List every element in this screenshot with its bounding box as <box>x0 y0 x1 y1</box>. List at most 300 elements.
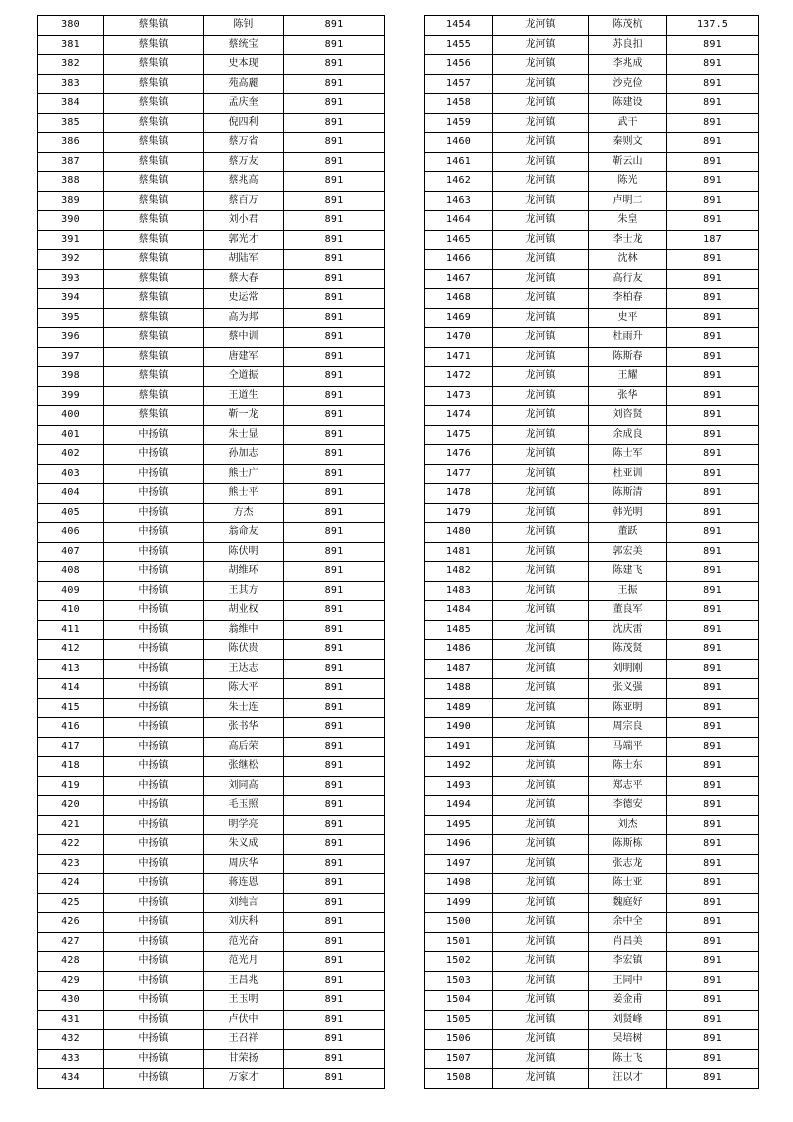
person-name-cell: 张继松 <box>204 757 284 777</box>
town-cell: 蔡集镇 <box>104 250 204 270</box>
table-row <box>38 347 385 367</box>
person-name-cell: 毛玉照 <box>204 796 284 816</box>
town-cell: 龙河镇 <box>493 328 589 348</box>
town-cell: 蔡集镇 <box>104 55 204 75</box>
town-cell: 中扬镇 <box>104 1010 204 1030</box>
amount-cell: 891 <box>284 484 385 504</box>
row-number-cell: 398 <box>38 367 104 387</box>
person-name-cell: 姜金甫 <box>589 991 667 1011</box>
town-cell: 蔡集镇 <box>104 113 204 133</box>
person-name-cell: 范光月 <box>204 952 284 972</box>
town-cell: 龙河镇 <box>493 581 589 601</box>
row-number-cell: 426 <box>38 913 104 933</box>
person-name-cell: 苏良扣 <box>589 35 667 55</box>
row-number-cell: 433 <box>38 1049 104 1069</box>
row-number-cell: 408 <box>38 562 104 582</box>
row-number-cell: 1490 <box>425 718 493 738</box>
table-row <box>38 55 385 75</box>
person-name-cell: 朱士连 <box>204 698 284 718</box>
row-number-cell: 1508 <box>425 1069 493 1089</box>
amount-cell: 891 <box>284 74 385 94</box>
table-row <box>425 133 759 153</box>
amount-cell: 891 <box>667 952 759 972</box>
table-row <box>38 1010 385 1030</box>
person-name-cell: 陈斯清 <box>589 484 667 504</box>
table-row <box>38 698 385 718</box>
person-name-cell: 史平 <box>589 308 667 328</box>
person-name-cell: 李柏春 <box>589 289 667 309</box>
table-row <box>425 1030 759 1050</box>
amount-cell: 891 <box>284 542 385 562</box>
amount-cell: 891 <box>667 445 759 465</box>
table-row <box>425 406 759 426</box>
amount-cell: 891 <box>667 113 759 133</box>
amount-cell: 891 <box>667 1049 759 1069</box>
town-cell: 龙河镇 <box>493 932 589 952</box>
table-row <box>38 308 385 328</box>
row-number-cell: 1485 <box>425 620 493 640</box>
table-row <box>425 289 759 309</box>
table-row <box>425 932 759 952</box>
town-cell: 蔡集镇 <box>104 74 204 94</box>
town-cell: 蔡集镇 <box>104 16 204 36</box>
person-name-cell: 陈士飞 <box>589 1049 667 1069</box>
town-cell: 蔡集镇 <box>104 94 204 114</box>
town-cell: 中扬镇 <box>104 893 204 913</box>
town-cell: 龙河镇 <box>493 16 589 36</box>
row-number-cell: 410 <box>38 601 104 621</box>
person-name-cell: 陈伏明 <box>204 542 284 562</box>
town-cell: 龙河镇 <box>493 211 589 231</box>
person-name-cell: 史运常 <box>204 289 284 309</box>
row-number-cell: 381 <box>38 35 104 55</box>
amount-cell: 891 <box>284 464 385 484</box>
table-row <box>38 484 385 504</box>
row-number-cell: 401 <box>38 425 104 445</box>
table-row <box>425 172 759 192</box>
table-row <box>425 757 759 777</box>
town-cell: 中扬镇 <box>104 971 204 991</box>
row-number-cell: 1462 <box>425 172 493 192</box>
town-cell: 中扬镇 <box>104 991 204 1011</box>
row-number-cell: 389 <box>38 191 104 211</box>
table-row <box>38 854 385 874</box>
town-cell: 龙河镇 <box>493 1069 589 1089</box>
table-row <box>425 484 759 504</box>
table-row <box>38 1069 385 1089</box>
person-name-cell: 朱义成 <box>204 835 284 855</box>
person-name-cell: 王道生 <box>204 386 284 406</box>
row-number-cell: 412 <box>38 640 104 660</box>
town-cell: 蔡集镇 <box>104 386 204 406</box>
town-cell: 龙河镇 <box>493 1030 589 1050</box>
row-number-cell: 387 <box>38 152 104 172</box>
person-name-cell: 高为邦 <box>204 308 284 328</box>
table-row <box>425 347 759 367</box>
town-cell: 龙河镇 <box>493 679 589 699</box>
town-cell: 龙河镇 <box>493 172 589 192</box>
row-number-cell: 1476 <box>425 445 493 465</box>
town-cell: 中扬镇 <box>104 581 204 601</box>
row-number-cell: 1469 <box>425 308 493 328</box>
table-row <box>38 640 385 660</box>
person-name-cell: 王振 <box>589 581 667 601</box>
amount-cell: 891 <box>667 1010 759 1030</box>
row-number-cell: 1473 <box>425 386 493 406</box>
town-cell: 龙河镇 <box>493 640 589 660</box>
table-row <box>425 1049 759 1069</box>
person-name-cell: 蔡中训 <box>204 328 284 348</box>
town-cell: 蔡集镇 <box>104 367 204 387</box>
row-number-cell: 413 <box>38 659 104 679</box>
amount-cell: 891 <box>667 503 759 523</box>
table-row <box>425 425 759 445</box>
row-number-cell: 383 <box>38 74 104 94</box>
row-number-cell: 417 <box>38 737 104 757</box>
table-row <box>38 913 385 933</box>
person-name-cell: 翁命友 <box>204 523 284 543</box>
amount-cell: 891 <box>667 289 759 309</box>
row-number-cell: 1481 <box>425 542 493 562</box>
table-row <box>38 386 385 406</box>
person-name-cell: 高后荣 <box>204 737 284 757</box>
table-row <box>38 464 385 484</box>
table-row <box>425 835 759 855</box>
table-row <box>425 562 759 582</box>
person-name-cell: 陈钊 <box>204 16 284 36</box>
amount-cell: 891 <box>284 718 385 738</box>
row-number-cell: 422 <box>38 835 104 855</box>
person-name-cell: 郑志平 <box>589 776 667 796</box>
table-row <box>38 1030 385 1050</box>
amount-cell: 891 <box>667 250 759 270</box>
person-name-cell: 周宗良 <box>589 718 667 738</box>
person-name-cell: 蔡百万 <box>204 191 284 211</box>
amount-cell: 891 <box>667 523 759 543</box>
town-cell: 龙河镇 <box>493 386 589 406</box>
person-name-cell: 刘咨贤 <box>589 406 667 426</box>
row-number-cell: 1460 <box>425 133 493 153</box>
amount-cell: 891 <box>667 562 759 582</box>
amount-cell: 891 <box>667 464 759 484</box>
row-number-cell: 1500 <box>425 913 493 933</box>
person-name-cell: 刘明刚 <box>589 659 667 679</box>
table-row <box>425 74 759 94</box>
town-cell: 蔡集镇 <box>104 191 204 211</box>
town-cell: 中扬镇 <box>104 464 204 484</box>
amount-cell: 891 <box>667 679 759 699</box>
table-row <box>38 113 385 133</box>
table-row <box>425 640 759 660</box>
table-row <box>425 191 759 211</box>
row-number-cell: 402 <box>38 445 104 465</box>
person-name-cell: 李宏镇 <box>589 952 667 972</box>
town-cell: 龙河镇 <box>493 991 589 1011</box>
amount-cell: 891 <box>667 542 759 562</box>
table-row <box>425 718 759 738</box>
amount-cell: 891 <box>284 172 385 192</box>
row-number-cell: 419 <box>38 776 104 796</box>
row-number-cell: 418 <box>38 757 104 777</box>
table-row <box>425 250 759 270</box>
table-row <box>38 815 385 835</box>
amount-cell: 891 <box>667 737 759 757</box>
person-name-cell: 王耀 <box>589 367 667 387</box>
amount-cell: 891 <box>284 367 385 387</box>
town-cell: 龙河镇 <box>493 230 589 250</box>
row-number-cell: 420 <box>38 796 104 816</box>
person-name-cell: 武干 <box>589 113 667 133</box>
table-row <box>38 874 385 894</box>
person-name-cell: 陈建设 <box>589 94 667 114</box>
row-number-cell: 1477 <box>425 464 493 484</box>
row-number-cell: 397 <box>38 347 104 367</box>
person-name-cell: 杜雨升 <box>589 328 667 348</box>
table-row <box>425 913 759 933</box>
amount-cell: 891 <box>667 269 759 289</box>
amount-cell: 891 <box>667 1069 759 1089</box>
amount-cell: 891 <box>284 776 385 796</box>
amount-cell: 891 <box>667 308 759 328</box>
person-name-cell: 董良军 <box>589 601 667 621</box>
table-row <box>38 230 385 250</box>
table-row <box>38 406 385 426</box>
town-cell: 龙河镇 <box>493 308 589 328</box>
table-row <box>425 581 759 601</box>
amount-cell: 891 <box>284 562 385 582</box>
town-cell: 龙河镇 <box>493 523 589 543</box>
person-name-cell: 蔡统宝 <box>204 35 284 55</box>
person-name-cell: 秦则文 <box>589 133 667 153</box>
amount-cell: 891 <box>284 503 385 523</box>
town-cell: 龙河镇 <box>493 484 589 504</box>
table-row <box>38 542 385 562</box>
table-row <box>38 991 385 1011</box>
row-number-cell: 1499 <box>425 893 493 913</box>
row-number-cell: 430 <box>38 991 104 1011</box>
person-name-cell: 王达志 <box>204 659 284 679</box>
table-row <box>425 16 759 36</box>
person-name-cell: 史本现 <box>204 55 284 75</box>
table-row <box>38 1049 385 1069</box>
person-name-cell: 朱皇 <box>589 211 667 231</box>
amount-cell: 891 <box>667 386 759 406</box>
town-cell: 龙河镇 <box>493 815 589 835</box>
table-row <box>425 542 759 562</box>
row-number-cell: 382 <box>38 55 104 75</box>
amount-cell: 891 <box>284 230 385 250</box>
person-name-cell: 陈建飞 <box>589 562 667 582</box>
person-name-cell: 吴培树 <box>589 1030 667 1050</box>
table-row <box>38 16 385 36</box>
row-number-cell: 409 <box>38 581 104 601</box>
person-name-cell: 刘庆科 <box>204 913 284 933</box>
person-name-cell: 蔡万省 <box>204 133 284 153</box>
person-name-cell: 王同中 <box>589 971 667 991</box>
person-name-cell: 唐建军 <box>204 347 284 367</box>
row-number-cell: 1459 <box>425 113 493 133</box>
amount-cell: 891 <box>284 269 385 289</box>
amount-cell: 891 <box>284 796 385 816</box>
row-number-cell: 395 <box>38 308 104 328</box>
table-row <box>425 308 759 328</box>
row-number-cell: 405 <box>38 503 104 523</box>
row-number-cell: 1505 <box>425 1010 493 1030</box>
table-row <box>38 718 385 738</box>
row-number-cell: 388 <box>38 172 104 192</box>
table-row <box>425 698 759 718</box>
person-name-cell: 马端平 <box>589 737 667 757</box>
table-row <box>425 113 759 133</box>
row-number-cell: 1504 <box>425 991 493 1011</box>
row-number-cell: 1497 <box>425 854 493 874</box>
person-name-cell: 靳一龙 <box>204 406 284 426</box>
person-name-cell: 蒋连恩 <box>204 874 284 894</box>
table-row <box>425 35 759 55</box>
person-name-cell: 陈斯栋 <box>589 835 667 855</box>
amount-cell: 891 <box>284 308 385 328</box>
row-number-cell: 1482 <box>425 562 493 582</box>
amount-cell: 187 <box>667 230 759 250</box>
person-name-cell: 蔡兆高 <box>204 172 284 192</box>
town-cell: 龙河镇 <box>493 406 589 426</box>
person-name-cell: 刘纯言 <box>204 893 284 913</box>
town-cell: 龙河镇 <box>493 776 589 796</box>
amount-cell: 891 <box>667 893 759 913</box>
person-name-cell: 靳云山 <box>589 152 667 172</box>
person-name-cell: 沙克俭 <box>589 74 667 94</box>
amount-cell: 891 <box>667 874 759 894</box>
town-cell: 中扬镇 <box>104 1030 204 1050</box>
amount-cell: 891 <box>667 425 759 445</box>
amount-cell: 891 <box>667 172 759 192</box>
row-number-cell: 1463 <box>425 191 493 211</box>
table-row <box>38 796 385 816</box>
row-number-cell: 385 <box>38 113 104 133</box>
person-name-cell: 陈光 <box>589 172 667 192</box>
town-cell: 中扬镇 <box>104 484 204 504</box>
town-cell: 中扬镇 <box>104 679 204 699</box>
person-name-cell: 陈大平 <box>204 679 284 699</box>
amount-cell: 891 <box>284 679 385 699</box>
person-name-cell: 杜亚训 <box>589 464 667 484</box>
amount-cell: 137.5 <box>667 16 759 36</box>
row-number-cell: 1487 <box>425 659 493 679</box>
town-cell: 龙河镇 <box>493 542 589 562</box>
amount-cell: 891 <box>667 971 759 991</box>
amount-cell: 891 <box>667 484 759 504</box>
table-row <box>425 269 759 289</box>
row-number-cell: 390 <box>38 211 104 231</box>
row-number-cell: 1480 <box>425 523 493 543</box>
table-row <box>38 250 385 270</box>
town-cell: 龙河镇 <box>493 971 589 991</box>
person-name-cell: 万家才 <box>204 1069 284 1089</box>
town-cell: 龙河镇 <box>493 893 589 913</box>
table-row <box>38 737 385 757</box>
person-name-cell: 张华 <box>589 386 667 406</box>
table-row <box>38 445 385 465</box>
amount-cell: 891 <box>284 523 385 543</box>
amount-cell: 891 <box>284 35 385 55</box>
table-row <box>38 893 385 913</box>
table-row <box>38 328 385 348</box>
amount-cell: 891 <box>284 1069 385 1089</box>
town-cell: 中扬镇 <box>104 913 204 933</box>
town-cell: 蔡集镇 <box>104 328 204 348</box>
amount-cell: 891 <box>284 698 385 718</box>
person-name-cell: 周庆华 <box>204 854 284 874</box>
row-number-cell: 1483 <box>425 581 493 601</box>
town-cell: 龙河镇 <box>493 74 589 94</box>
table-row <box>38 523 385 543</box>
town-cell: 龙河镇 <box>493 425 589 445</box>
person-name-cell: 卢明二 <box>589 191 667 211</box>
row-number-cell: 415 <box>38 698 104 718</box>
table-row <box>38 289 385 309</box>
amount-cell: 891 <box>667 367 759 387</box>
amount-cell: 891 <box>284 386 385 406</box>
amount-cell: 891 <box>667 581 759 601</box>
amount-cell: 891 <box>284 328 385 348</box>
town-cell: 中扬镇 <box>104 698 204 718</box>
town-cell: 龙河镇 <box>493 620 589 640</box>
amount-cell: 891 <box>284 971 385 991</box>
table-row <box>38 172 385 192</box>
person-name-cell: 沈庆雷 <box>589 620 667 640</box>
amount-cell: 891 <box>667 620 759 640</box>
person-name-cell: 仝道振 <box>204 367 284 387</box>
row-number-cell: 384 <box>38 94 104 114</box>
table-row <box>425 815 759 835</box>
row-number-cell: 380 <box>38 16 104 36</box>
amount-cell: 891 <box>667 932 759 952</box>
amount-cell: 891 <box>284 932 385 952</box>
person-name-cell: 陈茂杭 <box>589 16 667 36</box>
amount-cell: 891 <box>284 952 385 972</box>
amount-cell: 891 <box>284 1030 385 1050</box>
person-name-cell: 陈斯春 <box>589 347 667 367</box>
person-name-cell: 李德安 <box>589 796 667 816</box>
town-cell: 龙河镇 <box>493 1010 589 1030</box>
row-number-cell: 1484 <box>425 601 493 621</box>
person-name-cell: 肖昌美 <box>589 932 667 952</box>
table-row <box>38 367 385 387</box>
row-number-cell: 431 <box>38 1010 104 1030</box>
row-number-cell: 403 <box>38 464 104 484</box>
row-number-cell: 1471 <box>425 347 493 367</box>
table-row <box>425 854 759 874</box>
amount-cell: 891 <box>667 854 759 874</box>
row-number-cell: 1486 <box>425 640 493 660</box>
town-cell: 龙河镇 <box>493 1049 589 1069</box>
town-cell: 中扬镇 <box>104 737 204 757</box>
row-number-cell: 393 <box>38 269 104 289</box>
table-row <box>425 893 759 913</box>
town-cell: 龙河镇 <box>493 289 589 309</box>
amount-cell: 891 <box>284 191 385 211</box>
town-cell: 龙河镇 <box>493 464 589 484</box>
table-row <box>425 776 759 796</box>
table-row <box>425 211 759 231</box>
amount-cell: 891 <box>667 1030 759 1050</box>
amount-cell: 891 <box>667 133 759 153</box>
amount-cell: 891 <box>284 1049 385 1069</box>
table-row <box>425 601 759 621</box>
amount-cell: 891 <box>284 893 385 913</box>
amount-cell: 891 <box>284 250 385 270</box>
row-number-cell: 1455 <box>425 35 493 55</box>
